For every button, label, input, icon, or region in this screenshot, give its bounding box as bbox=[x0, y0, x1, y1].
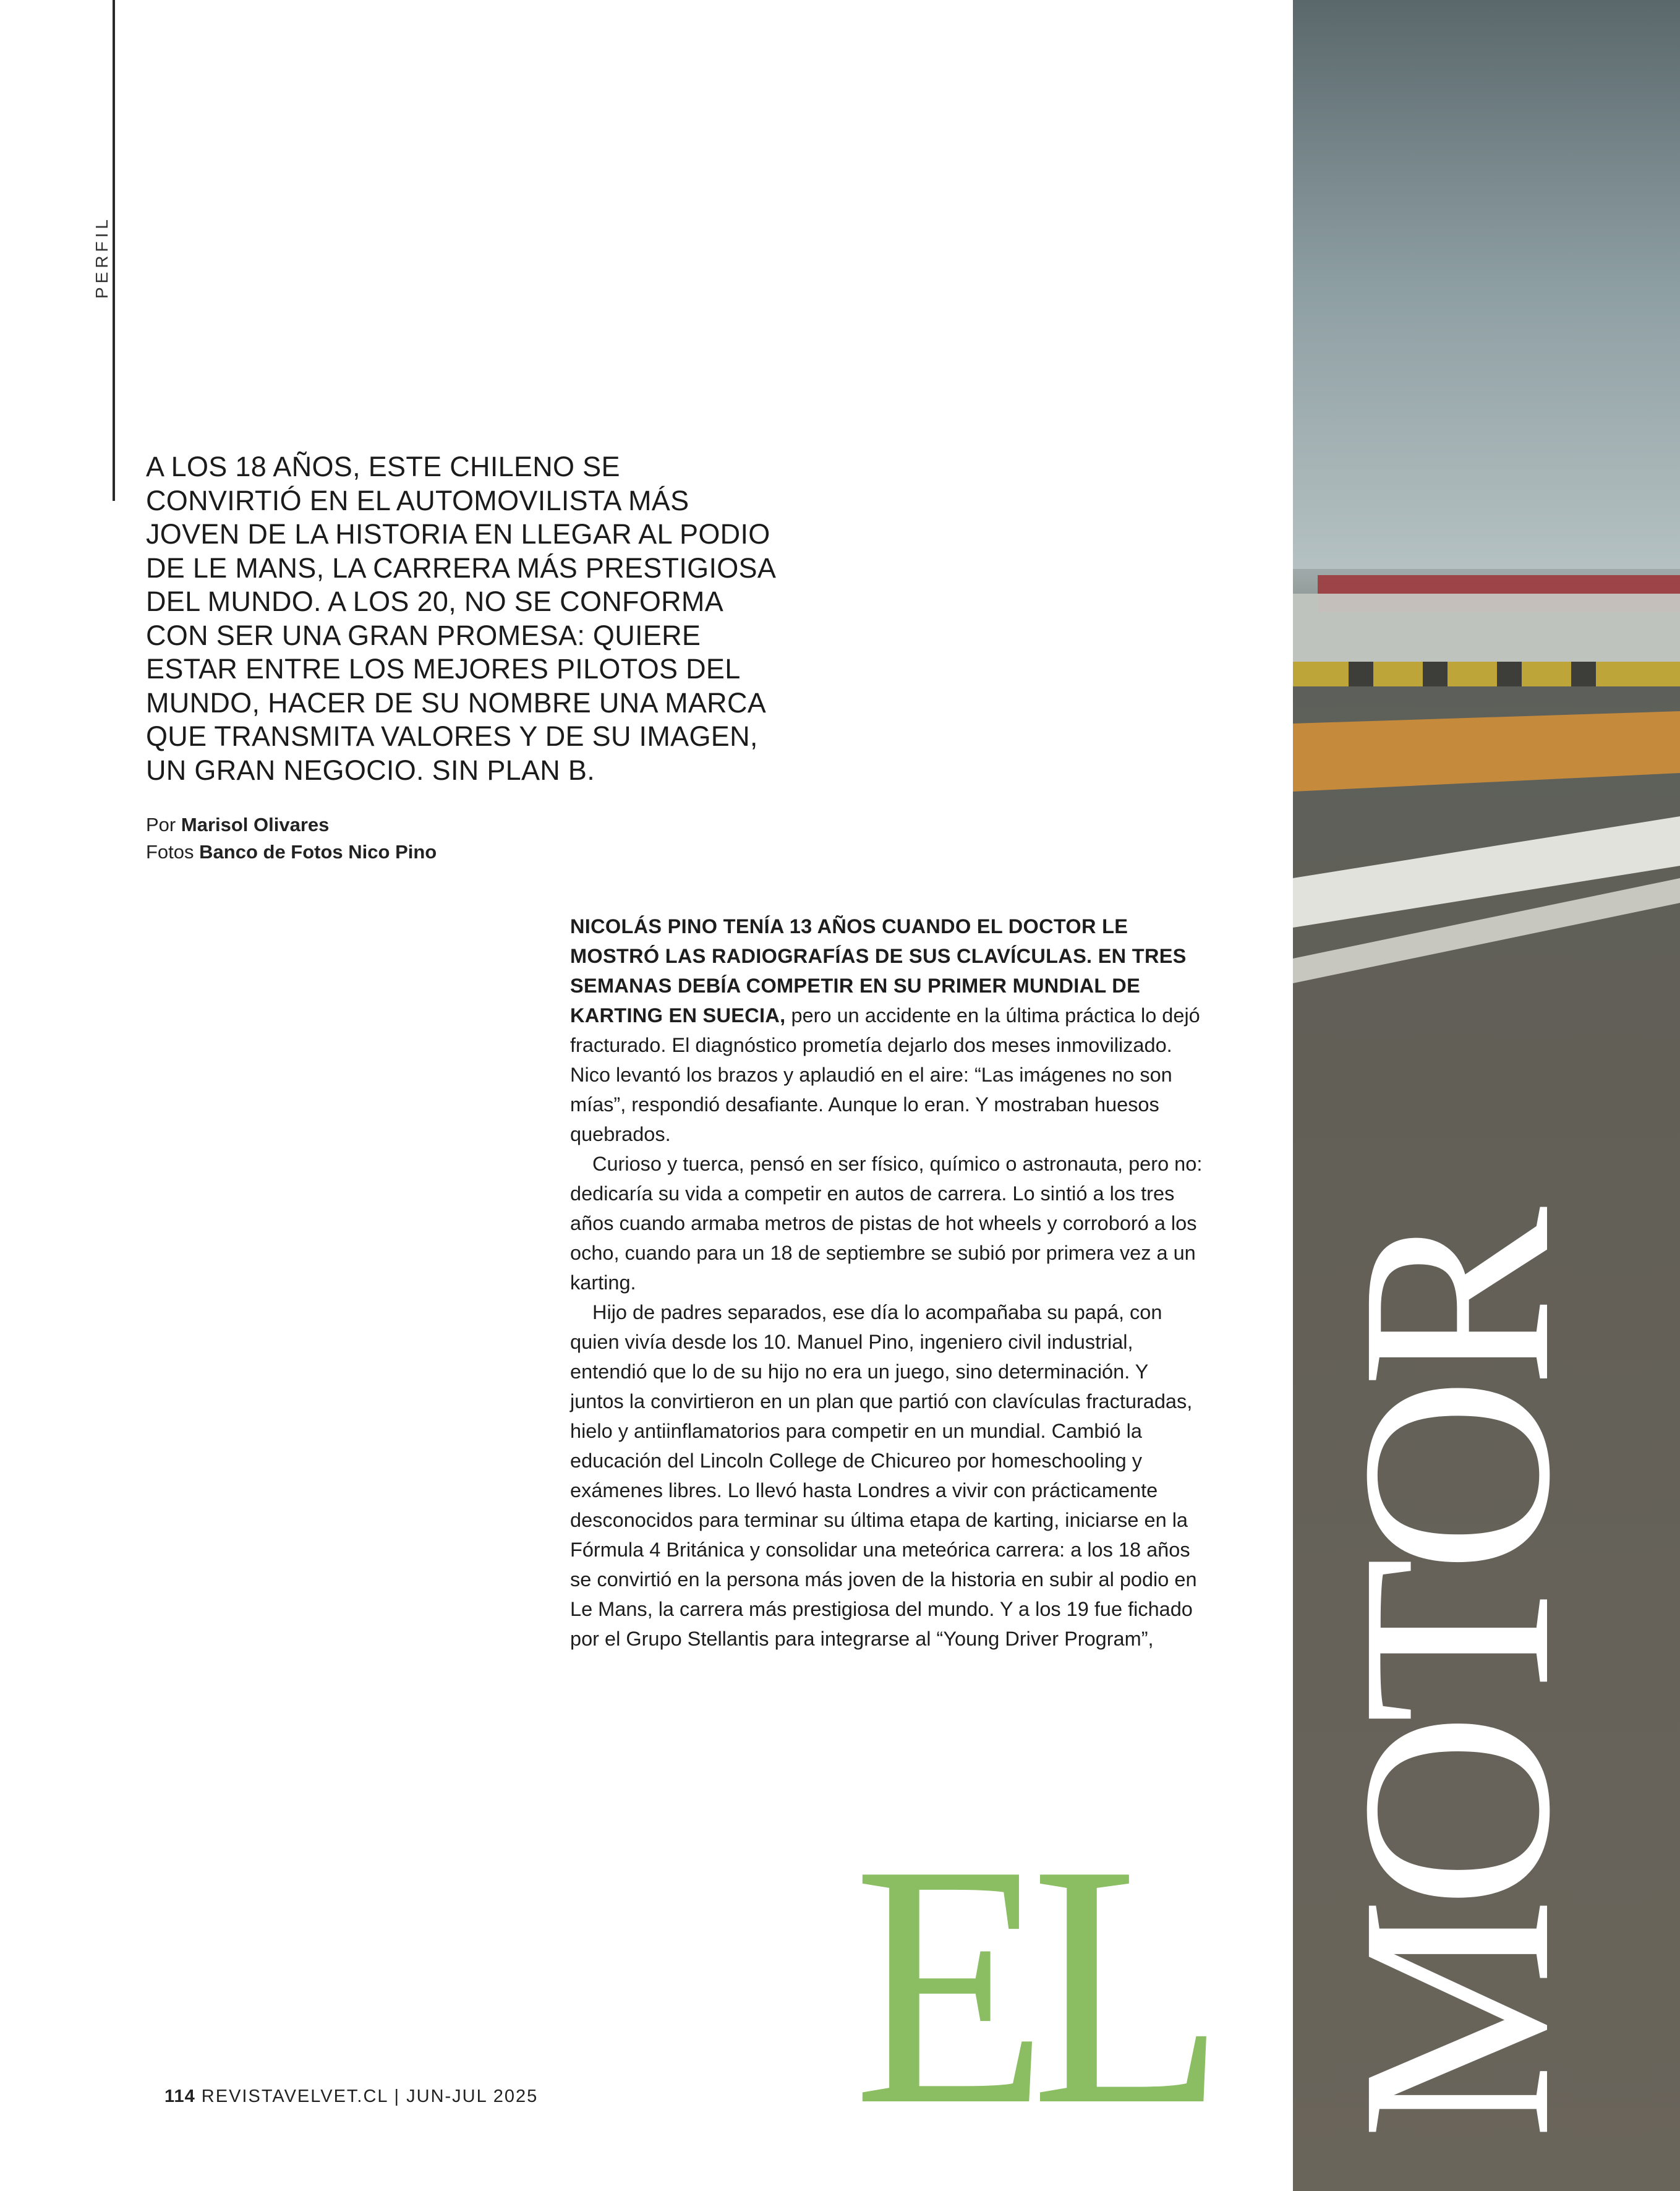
article-body bbox=[570, 912, 1207, 1654]
body-lead-in: NICOLÁS PINO TENÍA 13 AÑOS CUANDO EL DOCTOR LE MOSTRÓ LAS RADIOGRAFÍAS DE SUS CLAVÍCULAS. EN TRES SEMANAS DEBÍA COMPETIR EN SU PRIMER MUNDIAL DE KARTING EN SUECIA, bbox=[570, 915, 1187, 1027]
photos-prefix: Fotos bbox=[146, 841, 194, 863]
author-name: Marisol Olivares bbox=[181, 814, 330, 835]
photos-source: Banco de Fotos Nico Pino bbox=[199, 841, 437, 863]
author-prefix: Por bbox=[146, 814, 176, 835]
article-credits bbox=[146, 811, 437, 866]
headline-word-el: EL bbox=[853, 1793, 1209, 2177]
author-credit bbox=[146, 811, 437, 839]
vertical-rule bbox=[113, 0, 115, 501]
section-label bbox=[79, 210, 116, 297]
body-paragraph-1 bbox=[570, 912, 1207, 1149]
body-paragraph-2: Curioso y tuerca, pensó en ser físico, químico o astronauta, pero no: dedicaría su vida a competir en autos de carrera. Lo sintió a los tres años cuando armaba metros de pistas de hot wheels y corroboró a los ocho, cuando para un 18 de septiembre se subió por primera vez a un karting. bbox=[570, 1153, 1203, 1294]
headline-word-motor: MOTOR bbox=[1305, 1217, 1606, 2140]
body-paragraph-1-text: pero un accidente en la última práctica lo dejó fracturado. El diagnóstico prometía dejarlo dos meses inmovilizado. Nico levantó los brazos y aplaudió en el aire: “Las imágenes no son mías”, respondió desafiante. Aunque lo eran. Y mostraban huesos quebrados. bbox=[570, 1004, 1200, 1145]
page-footer bbox=[164, 2086, 538, 2107]
section-label-text: PERFIL bbox=[92, 215, 112, 299]
page-number: 114 bbox=[164, 2086, 195, 2106]
photo-credit bbox=[146, 839, 437, 866]
body-paragraph-3: Hijo de padres separados, ese día lo acompañaba su papá, con quien vivía desde los 10. Manuel Pino, ingeniero civil industrial, entendió que lo de su hijo no era un juego, sino determinación. Y juntos la convirtieron en un plan que partió con clavículas fracturadas, hielo y antiinflamatorios para competir en un mundial. Cambió la educación del Lincoln College de Chicureo por homeschooling y exámenes libres. Lo llevó hasta Londres a vivir con prácticamente desconocidos para terminar su última etapa de karting, iniciarse en la Fórmula 4 Británica y consolidar una meteórica carrera: a los 18 años se convirtió en la persona más joven de la historia en subir al podio en Le Mans, la carrera más prestigiosa del mundo. Y a los 19 fue fichado por el Grupo Stellantis para integrarse al “Young Driver Program”, bbox=[570, 1301, 1197, 1650]
article-lede: A LOS 18 AÑOS, ESTE CHILENO SE CONVIRTIÓ EN EL AUTOMOVILISTA MÁS JOVEN DE LA HISTORIA EN LLEGAR AL PODIO DE LE MANS, LA CARRERA MÁS PRESTIGIOSA DEL MUNDO. A LOS 20, NO SE CONFORMA CON SER UNA GRAN PROMESA: QUIERE ESTAR ENTRE LOS MEJORES PILOTOS DEL MUNDO, HACER DE SU NOMBRE UNA MARCA QUE TRANSMITA VALORES Y DE SU IMAGEN, UN GRAN NEGOCIO. SIN PLAN B. bbox=[146, 451, 775, 786]
publication-info: REVISTAVELVET.CL | JUN-JUL 2025 bbox=[201, 2086, 539, 2106]
